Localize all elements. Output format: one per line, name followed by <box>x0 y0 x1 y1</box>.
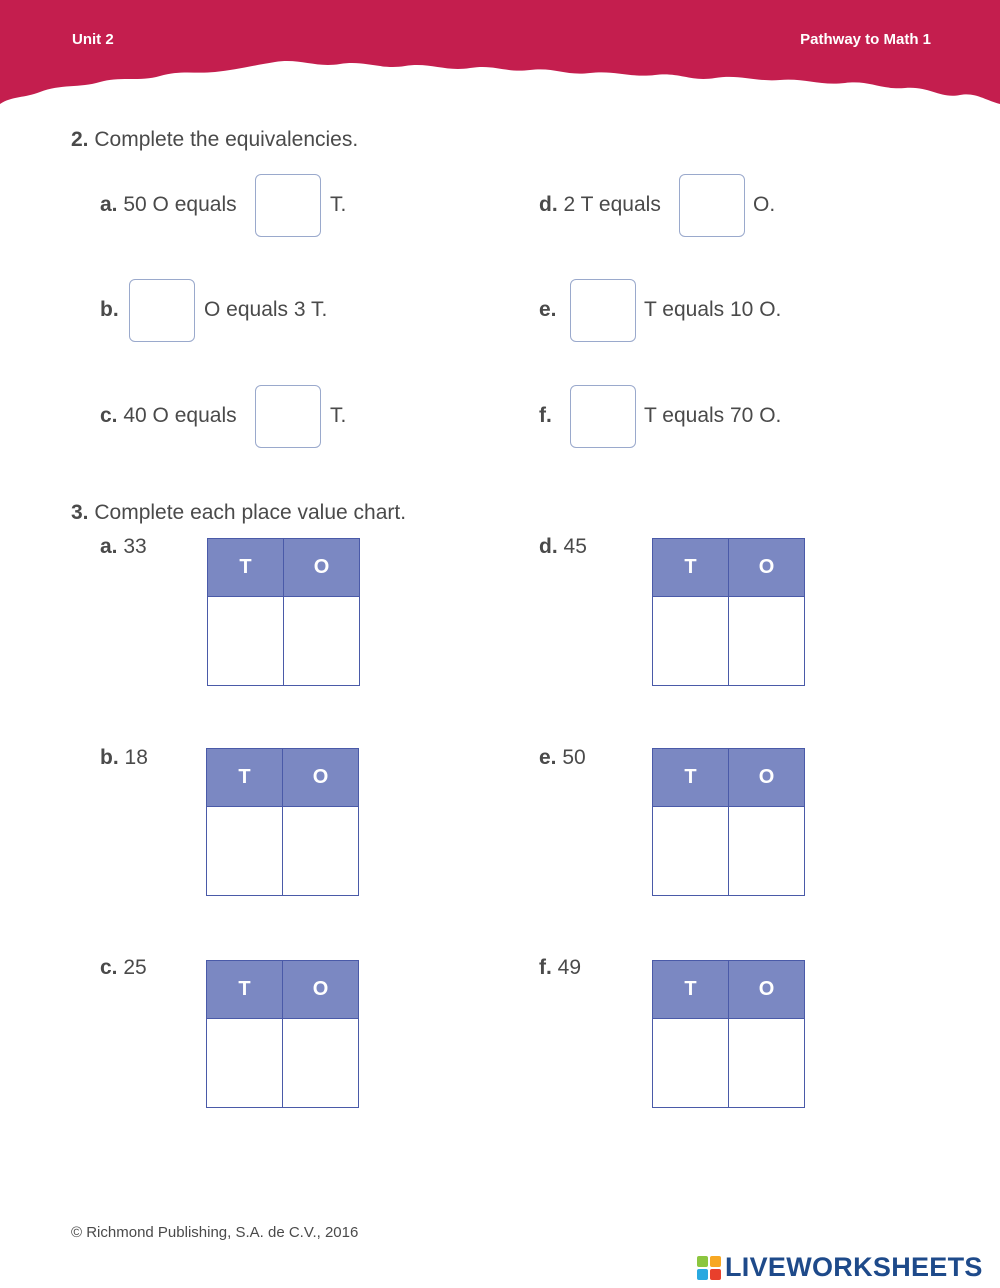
place-value-item-d <box>539 535 587 559</box>
item-number: 25 <box>123 956 147 979</box>
ones-answer-cell[interactable] <box>283 807 358 895</box>
chart-answer-row <box>207 806 358 895</box>
place-value-chart-b <box>206 748 359 896</box>
item-label: b. <box>100 746 119 769</box>
equivalency-e <box>539 298 557 322</box>
book-title: Pathway to Math 1 <box>800 31 931 48</box>
chart-answer-row <box>653 806 804 895</box>
ones-answer-cell[interactable] <box>729 807 804 895</box>
tens-answer-cell[interactable] <box>207 807 283 895</box>
ones-answer-cell[interactable] <box>283 1019 358 1107</box>
tens-header: T <box>208 539 284 596</box>
ones-answer-cell[interactable] <box>729 597 804 685</box>
item-text-after: T equals 70 O. <box>644 404 782 427</box>
tens-answer-cell[interactable] <box>207 1019 283 1107</box>
item-label: e. <box>539 746 557 769</box>
answer-box-d[interactable] <box>679 174 745 237</box>
place-value-chart-a <box>207 538 360 686</box>
equivalency-a <box>100 193 237 217</box>
chart-answer-row <box>653 596 804 685</box>
tens-header: T <box>653 749 729 806</box>
place-value-item-e <box>539 746 586 770</box>
equivalency-c <box>100 404 237 428</box>
ones-header: O <box>312 766 329 788</box>
item-label: a. <box>100 193 118 216</box>
item-label: c. <box>100 404 118 427</box>
question-instruction: Complete the equivalencies. <box>94 128 359 151</box>
equivalency-f <box>539 404 552 428</box>
equivalency-b <box>100 298 119 322</box>
ones-header: O <box>758 766 775 788</box>
chart-header-row <box>653 749 804 806</box>
copyright-notice: © Richmond Publishing, S.A. de C.V., 2016 <box>71 1224 359 1241</box>
item-text-after: O. <box>753 193 776 216</box>
unit-title: Unit 2 <box>72 31 114 48</box>
item-number: 33 <box>123 535 147 558</box>
item-text-after: T equals 10 O. <box>644 298 782 321</box>
tens-answer-cell[interactable] <box>208 597 284 685</box>
place-value-chart-c <box>206 960 359 1108</box>
question-3-heading <box>71 501 406 525</box>
item-number: 50 <box>562 746 586 769</box>
place-value-item-b <box>100 746 148 770</box>
chart-header-row <box>208 539 359 596</box>
tens-header: T <box>653 961 729 1018</box>
ones-answer-cell[interactable] <box>284 597 359 685</box>
ones-header: O <box>313 556 330 578</box>
item-text-before: 2 T equals <box>563 193 661 216</box>
question-number: 3. <box>71 501 89 524</box>
answer-box-a[interactable] <box>255 174 321 237</box>
tens-answer-cell[interactable] <box>653 597 729 685</box>
question-2-heading <box>71 128 358 152</box>
ones-header: O <box>758 978 775 1000</box>
logo-text: LIVEWORKSHEETS <box>725 1252 983 1282</box>
ones-header: O <box>312 978 329 1000</box>
item-text-after: T. <box>330 193 347 216</box>
place-value-chart-d <box>652 538 805 686</box>
question-instruction: Complete each place value chart. <box>94 501 407 524</box>
tens-header: T <box>653 539 729 596</box>
banner-shape <box>0 0 1000 115</box>
tens-header: T <box>207 749 283 806</box>
answer-box-f[interactable] <box>570 385 636 448</box>
chart-answer-row <box>208 596 359 685</box>
item-label: f. <box>539 404 552 427</box>
place-value-item-c <box>100 956 147 980</box>
liveworksheets-logo[interactable] <box>697 1252 983 1283</box>
item-label: d. <box>539 193 558 216</box>
item-text-after: O equals 3 T. <box>204 298 328 321</box>
item-label: e. <box>539 298 557 321</box>
item-label: f. <box>539 956 552 979</box>
answer-box-c[interactable] <box>255 385 321 448</box>
chart-answer-row <box>207 1018 358 1107</box>
tens-answer-cell[interactable] <box>653 1019 729 1107</box>
place-value-chart-e <box>652 748 805 896</box>
place-value-chart-f <box>652 960 805 1108</box>
tens-header: T <box>207 961 283 1018</box>
answer-box-e[interactable] <box>570 279 636 342</box>
header-banner <box>0 0 1000 115</box>
item-text-before: 50 O equals <box>123 193 237 216</box>
chart-header-row <box>207 749 358 806</box>
item-number: 18 <box>124 746 148 769</box>
ones-header: O <box>758 556 775 578</box>
answer-box-b[interactable] <box>129 279 195 342</box>
chart-header-row <box>207 961 358 1018</box>
place-value-item-f <box>539 956 581 980</box>
item-number: 45 <box>563 535 587 558</box>
item-number: 49 <box>557 956 582 979</box>
ones-answer-cell[interactable] <box>729 1019 804 1107</box>
item-text-after: T. <box>330 404 347 427</box>
chart-answer-row <box>653 1018 804 1107</box>
item-label: a. <box>100 535 118 558</box>
chart-header-row <box>653 539 804 596</box>
chart-header-row <box>653 961 804 1018</box>
item-label: c. <box>100 956 118 979</box>
item-label: d. <box>539 535 558 558</box>
equivalency-d <box>539 193 661 217</box>
tens-answer-cell[interactable] <box>653 807 729 895</box>
item-label: b. <box>100 298 119 321</box>
place-value-item-a <box>100 535 147 559</box>
item-text-before: 40 O equals <box>123 404 237 427</box>
liveworksheets-logo-icon <box>697 1256 721 1280</box>
question-number: 2. <box>71 128 89 151</box>
